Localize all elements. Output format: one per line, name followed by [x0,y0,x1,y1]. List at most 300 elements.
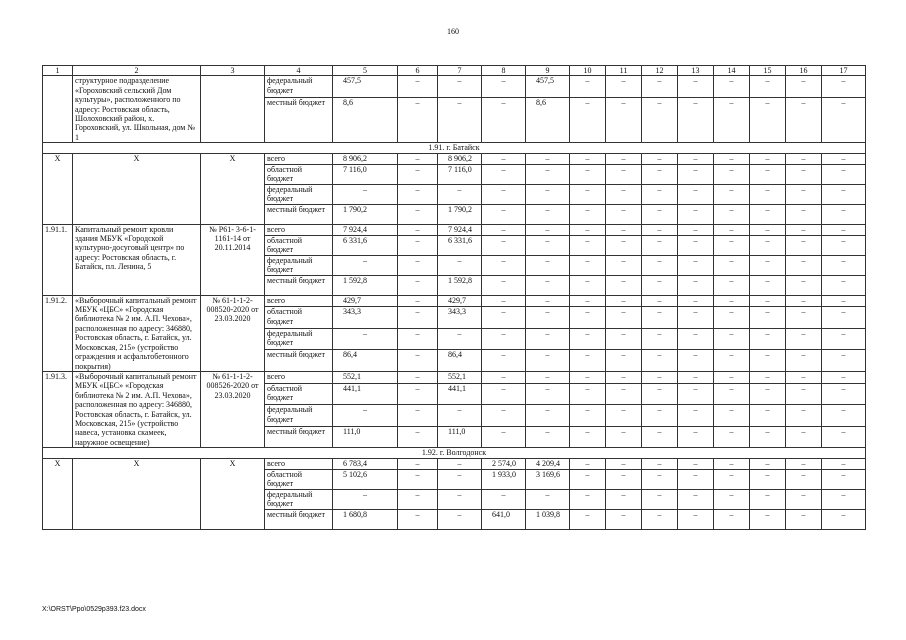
item-doc: № Р61- 3-6-1-1161-14 от 20.11.2014 [201,224,265,295]
value-cell: – [570,235,606,255]
value-cell: – [570,307,606,328]
value-cell: – [786,405,822,426]
section-title: 1.91. г. Батайск [43,143,866,153]
value-cell: – [398,275,438,295]
value-cell: – [678,184,714,204]
value-cell: – [526,405,570,426]
funding-source: областной бюджет [265,164,333,184]
value-cell: – [822,489,866,509]
value-cell: – [678,255,714,275]
value-cell: – [333,328,398,349]
value-cell: – [606,307,642,328]
item-num: 1.91.2. [43,295,73,371]
value-cell: – [526,275,570,295]
value-cell: – [642,350,678,372]
value-cell: – [750,255,786,275]
item-num: Х [43,458,73,529]
value-cell: – [678,328,714,349]
value-cell: – [678,469,714,489]
funding-source: местный бюджет [265,97,333,143]
value-cell: – [786,204,822,224]
value-cell: – [606,184,642,204]
value-cell: – [398,164,438,184]
value-cell: – [438,489,482,509]
value-cell: – [786,371,822,383]
value-cell: – [570,184,606,204]
item-name: «Выборочный капитальный ремонт МБУК «ЦБС» «Городская библиотека № 2 им. А.П. Чехова», расположенная по адресу: 346880, Ростовская область, г. Батайск, ул. Московская, 215» (устройство ограждения и асфальтобетонного покрытия) [73,295,201,371]
value-cell: – [606,371,642,383]
value-cell: – [398,224,438,235]
table-row [43,458,866,469]
value-cell: – [482,328,526,349]
value-cell: – [750,489,786,509]
value-cell: – [482,153,526,164]
value-cell: – [678,307,714,328]
value-cell: 343,3 [333,307,398,328]
value-cell: – [786,235,822,255]
value-cell: – [714,509,750,529]
value-cell: – [482,164,526,184]
value-cell: 429,7 [333,295,398,307]
value-cell: – [398,458,438,469]
value-cell: 7 116,0 [438,164,482,184]
value-cell: – [398,371,438,383]
value-cell: 641,0 [482,509,526,529]
value-cell: – [482,255,526,275]
value-cell: – [714,76,750,97]
value-cell: – [526,489,570,509]
value-cell: – [398,184,438,204]
value-cell: – [822,426,866,448]
value-cell: – [398,350,438,372]
value-cell: – [570,328,606,349]
value-cell: – [678,489,714,509]
value-cell: – [714,328,750,349]
value-cell: – [714,489,750,509]
value-cell: – [642,204,678,224]
column-header: 2 [73,66,201,76]
value-cell: – [482,405,526,426]
value-cell: – [606,97,642,143]
value-cell: – [642,371,678,383]
value-cell: – [714,235,750,255]
value-cell: – [786,328,822,349]
value-cell: 1 790,2 [333,204,398,224]
column-header: 13 [678,66,714,76]
value-cell: – [642,328,678,349]
value-cell: – [438,458,482,469]
value-cell: – [606,489,642,509]
value-cell: – [786,426,822,448]
value-cell: – [750,509,786,529]
column-header: 11 [606,66,642,76]
value-cell: – [822,204,866,224]
value-cell: 457,5 [333,76,398,97]
value-cell: – [714,153,750,164]
value-cell: – [642,184,678,204]
value-cell: – [750,383,786,404]
value-cell: – [482,275,526,295]
value-cell: – [526,350,570,372]
funding-source: федеральный бюджет [265,405,333,426]
value-cell: – [678,164,714,184]
table-row [43,295,866,307]
funding-source: местный бюджет [265,426,333,448]
value-cell: 8,6 [333,97,398,143]
value-cell: – [822,153,866,164]
value-cell: – [750,371,786,383]
value-cell: – [678,426,714,448]
value-cell: – [642,383,678,404]
funding-source: всего [265,295,333,307]
value-cell: – [786,307,822,328]
value-cell: – [482,224,526,235]
value-cell: – [398,509,438,529]
value-cell: – [786,255,822,275]
value-cell: – [438,328,482,349]
value-cell: – [750,204,786,224]
section-row [43,448,866,458]
value-cell: – [570,153,606,164]
value-cell: – [678,153,714,164]
value-cell: – [678,235,714,255]
value-cell: – [714,405,750,426]
column-header: 6 [398,66,438,76]
section-row [43,143,866,153]
funding-source: федеральный бюджет [265,255,333,275]
value-cell: – [526,235,570,255]
value-cell: – [606,76,642,97]
value-cell: – [570,426,606,448]
value-cell: 1 039,8 [526,509,570,529]
value-cell: – [570,350,606,372]
value-cell: – [482,204,526,224]
value-cell: 1 592,8 [438,275,482,295]
value-cell: 1 592,8 [333,275,398,295]
value-cell: – [714,224,750,235]
value-cell: – [714,350,750,372]
value-cell: – [398,383,438,404]
value-cell: – [678,350,714,372]
value-cell: – [482,371,526,383]
value-cell: – [714,383,750,404]
value-cell: – [570,371,606,383]
value-cell: – [750,235,786,255]
value-cell: – [678,275,714,295]
funding-source: областной бюджет [265,469,333,489]
value-cell: – [678,224,714,235]
value-cell: – [606,235,642,255]
value-cell: – [822,164,866,184]
funding-source: местный бюджет [265,509,333,529]
value-cell: – [398,76,438,97]
value-cell: – [438,405,482,426]
value-cell: – [750,307,786,328]
value-cell: – [822,405,866,426]
value-cell: – [482,383,526,404]
item-num: 1.91.3. [43,371,73,447]
value-cell: – [570,383,606,404]
value-cell: 441,1 [438,383,482,404]
value-cell: – [642,469,678,489]
value-cell: – [786,153,822,164]
value-cell: 3 169,6 [526,469,570,489]
value-cell: – [398,328,438,349]
column-header: 12 [642,66,678,76]
funding-source: областной бюджет [265,383,333,404]
column-header: 3 [201,66,265,76]
header-row [43,66,866,76]
value-cell: – [822,224,866,235]
funding-source: областной бюджет [265,307,333,328]
value-cell: – [786,295,822,307]
value-cell: 6 783,4 [333,458,398,469]
value-cell: – [398,295,438,307]
value-cell: – [786,509,822,529]
value-cell: – [678,76,714,97]
value-cell: – [482,489,526,509]
value-cell: – [786,184,822,204]
value-cell: 7 924,4 [333,224,398,235]
value-cell: – [642,307,678,328]
section-title: 1.92. г. Волгодонск [43,448,866,458]
value-cell: – [750,405,786,426]
value-cell: 552,1 [438,371,482,383]
value-cell: 6 331,6 [333,235,398,255]
value-cell: – [822,371,866,383]
column-header: 4 [265,66,333,76]
item-name: «Выборочный капитальный ремонт МБУК «ЦБС» «Городская библиотека № 2 им. А.П. Чехова», расположенная по адресу: 346880, Ростовская область, г. Батайск, ул. Московская, 215» (устройство навеса, установка скамеек, наружное освещение) [73,371,201,447]
item-doc: № 61-1-1-2-008526-2020 от 23.03.2020 [201,371,265,447]
value-cell: – [606,383,642,404]
value-cell: 86,4 [438,350,482,372]
value-cell: – [438,97,482,143]
value-cell: – [786,383,822,404]
value-cell: – [642,224,678,235]
value-cell: – [526,328,570,349]
value-cell: – [398,489,438,509]
value-cell: – [678,405,714,426]
value-cell: – [642,153,678,164]
value-cell: – [642,509,678,529]
value-cell: – [606,509,642,529]
value-cell: – [398,97,438,143]
value-cell: – [526,426,570,448]
value-cell: – [606,458,642,469]
value-cell: – [570,224,606,235]
value-cell: – [642,97,678,143]
value-cell: – [398,307,438,328]
file-path-footer: X:\ORST\Ppo\0529p393.f23.docx [42,606,146,613]
value-cell: – [570,275,606,295]
value-cell: – [786,458,822,469]
column-header: 9 [526,66,570,76]
funding-source: местный бюджет [265,350,333,372]
value-cell: 1 933,0 [482,469,526,489]
value-cell: – [822,469,866,489]
value-cell: – [714,255,750,275]
value-cell: – [822,295,866,307]
column-header: 10 [570,66,606,76]
value-cell: – [750,224,786,235]
value-cell: – [606,469,642,489]
value-cell: – [438,76,482,97]
column-header: 1 [43,66,73,76]
value-cell: 441,1 [333,383,398,404]
funding-source: федеральный бюджет [265,489,333,509]
item-num: 1.91.1. [43,224,73,295]
value-cell: – [570,458,606,469]
table-row [43,371,866,383]
value-cell: – [822,275,866,295]
value-cell: – [606,153,642,164]
value-cell: – [714,371,750,383]
value-cell: – [570,405,606,426]
value-cell: – [570,489,606,509]
value-cell: – [482,295,526,307]
funding-source: федеральный бюджет [265,76,333,97]
value-cell: – [333,405,398,426]
funding-source: местный бюджет [265,204,333,224]
value-cell: 552,1 [333,371,398,383]
table-row [43,224,866,235]
value-cell: – [822,97,866,143]
value-cell: – [398,426,438,448]
value-cell: – [750,426,786,448]
value-cell: – [526,255,570,275]
value-cell: 4 209,4 [526,458,570,469]
value-cell: 6 331,6 [438,235,482,255]
value-cell: – [786,76,822,97]
value-cell: – [822,235,866,255]
value-cell: – [570,76,606,97]
table-row [43,153,866,164]
value-cell: – [642,235,678,255]
value-cell: 7 924,4 [438,224,482,235]
value-cell: – [398,255,438,275]
value-cell: – [526,164,570,184]
funding-source: федеральный бюджет [265,328,333,349]
value-cell: – [398,235,438,255]
item-num: Х [43,153,73,224]
value-cell: – [642,164,678,184]
funding-source: областной бюджет [265,235,333,255]
value-cell: – [714,164,750,184]
value-cell: – [606,426,642,448]
value-cell: – [606,255,642,275]
value-cell: – [786,469,822,489]
value-cell: – [333,184,398,204]
item-name: Капитальный ремонт кровли здания МБУК «Городской культурно-досуговый центр» по адресу: Ростовская область, г. Батайск, пл. Ленина, 5 [73,224,201,295]
value-cell: 343,3 [438,307,482,328]
value-cell: – [526,153,570,164]
table-body [43,66,866,530]
value-cell: – [570,255,606,275]
funding-source: всего [265,153,333,164]
value-cell: – [714,295,750,307]
column-header: 14 [714,66,750,76]
value-cell: 7 116,0 [333,164,398,184]
value-cell: – [570,97,606,143]
value-cell: – [678,97,714,143]
value-cell: – [822,76,866,97]
value-cell: – [642,405,678,426]
value-cell: – [642,295,678,307]
value-cell: – [438,509,482,529]
value-cell: – [438,469,482,489]
column-header: 16 [786,66,822,76]
value-cell: 429,7 [438,295,482,307]
value-cell: – [570,164,606,184]
value-cell: – [570,509,606,529]
value-cell: 5 102,6 [333,469,398,489]
value-cell: – [750,458,786,469]
value-cell: 8 906,2 [438,153,482,164]
item-name: структурное подразделение «Гороховский сельский Дом культуры», расположенного по адресу: Ростовская область, Шолоховский район, х. Гороховский, ул. Школьная, дом № 1 [73,76,201,143]
value-cell: – [714,275,750,295]
value-cell: – [714,97,750,143]
value-cell: – [678,458,714,469]
funding-source: федеральный бюджет [265,184,333,204]
value-cell: – [822,255,866,275]
value-cell: – [822,383,866,404]
value-cell: – [678,204,714,224]
column-header: 15 [750,66,786,76]
value-cell: – [398,153,438,164]
value-cell: – [822,458,866,469]
value-cell: – [822,350,866,372]
value-cell: – [570,295,606,307]
value-cell: – [482,350,526,372]
value-cell: – [822,307,866,328]
value-cell: – [786,97,822,143]
column-header: 5 [333,66,398,76]
value-cell: – [526,383,570,404]
value-cell: – [526,307,570,328]
value-cell: 86,4 [333,350,398,372]
value-cell: – [750,469,786,489]
item-doc [201,76,265,143]
value-cell: – [642,458,678,469]
value-cell: – [786,350,822,372]
item-doc: № 61-1-1-2-008520-2020 от 23.03.2020 [201,295,265,371]
value-cell: – [606,405,642,426]
value-cell: – [678,383,714,404]
funding-source: всего [265,371,333,383]
value-cell: – [750,275,786,295]
value-cell: – [482,76,526,97]
value-cell: – [750,76,786,97]
value-cell: – [333,255,398,275]
value-cell: – [822,328,866,349]
value-cell: – [526,224,570,235]
value-cell: – [750,328,786,349]
value-cell: – [606,164,642,184]
item-doc: Х [201,153,265,224]
funding-source: местный бюджет [265,275,333,295]
value-cell: – [398,405,438,426]
value-cell: – [714,307,750,328]
value-cell: – [333,489,398,509]
value-cell: 457,5 [526,76,570,97]
value-cell: 8,6 [526,97,570,143]
value-cell: 111,0 [438,426,482,448]
value-cell: – [678,371,714,383]
column-header: 8 [482,66,526,76]
value-cell: – [482,235,526,255]
value-cell: – [482,426,526,448]
value-cell: – [786,275,822,295]
